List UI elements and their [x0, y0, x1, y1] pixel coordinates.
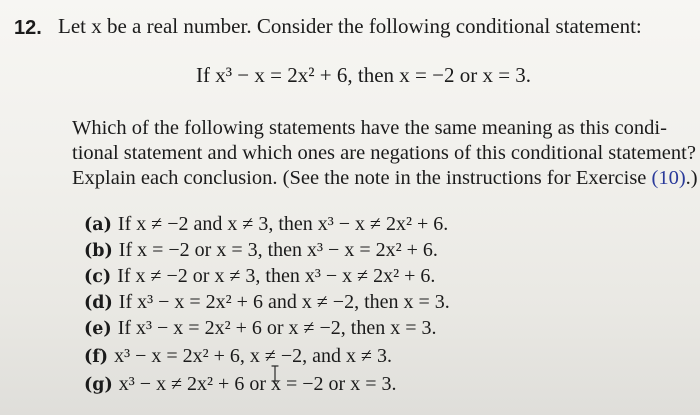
problem-statement: Let x be a real number. Consider the following conditional statement:: [58, 14, 642, 38]
item-label: (e): [84, 319, 112, 339]
item-label: (f): [84, 347, 109, 367]
item-text: If x = −2 or x = 3, then x³ − x = 2x² + 6.: [118, 239, 438, 261]
statement-item-g: [84, 374, 396, 395]
item-label: (c): [84, 267, 112, 287]
item-text: x³ − x = 2x² + 6, x ≠ −2, and x ≠ 3.: [114, 345, 393, 367]
item-text: If x³ − x = 2x² + 6 and x ≠ −2, then x = 3.: [118, 291, 450, 313]
question-line-3-end: .): [685, 167, 698, 189]
item-label: (d): [84, 293, 113, 313]
item-label: (a): [84, 215, 112, 235]
item-text: If x³ − x = 2x² + 6 or x ≠ −2, then x = 3.: [117, 317, 437, 339]
question-line-2: tional statement and which ones are negations of this conditional statement?: [72, 142, 696, 164]
item-text: If x ≠ −2 and x ≠ 3, then x³ − x ≠ 2x² + 6.: [117, 213, 449, 235]
statement-item-b: [84, 240, 438, 261]
statement-item-c: [84, 266, 435, 287]
item-text: x³ − x ≠ 2x² + 6 or x = −2 or x = 3.: [118, 373, 397, 395]
question-line-3-text: Explain each conclusion. (See the note in the instructions for Exercise: [72, 167, 652, 189]
item-label: (b): [84, 241, 113, 261]
item-text: If x ≠ −2 or x ≠ 3, then x³ − x ≠ 2x² + 6.: [117, 265, 436, 287]
question-line-3: [72, 168, 698, 189]
statement-item-d: [84, 292, 450, 313]
pen-mark-icon: [270, 364, 280, 384]
conditional-statement: If x³ − x = 2x² + 6, then x = −2 or x = 3.: [196, 63, 532, 87]
problem-number: 12.: [14, 17, 42, 39]
statement-item-a: [84, 214, 448, 235]
statement-item-f: [84, 346, 392, 367]
exercise-reference-link[interactable]: (10): [651, 167, 686, 189]
item-label: (g): [84, 375, 113, 395]
statement-item-e: [84, 318, 436, 339]
question-line-1: Which of the following statements have the same meaning as this condi-: [72, 117, 667, 139]
